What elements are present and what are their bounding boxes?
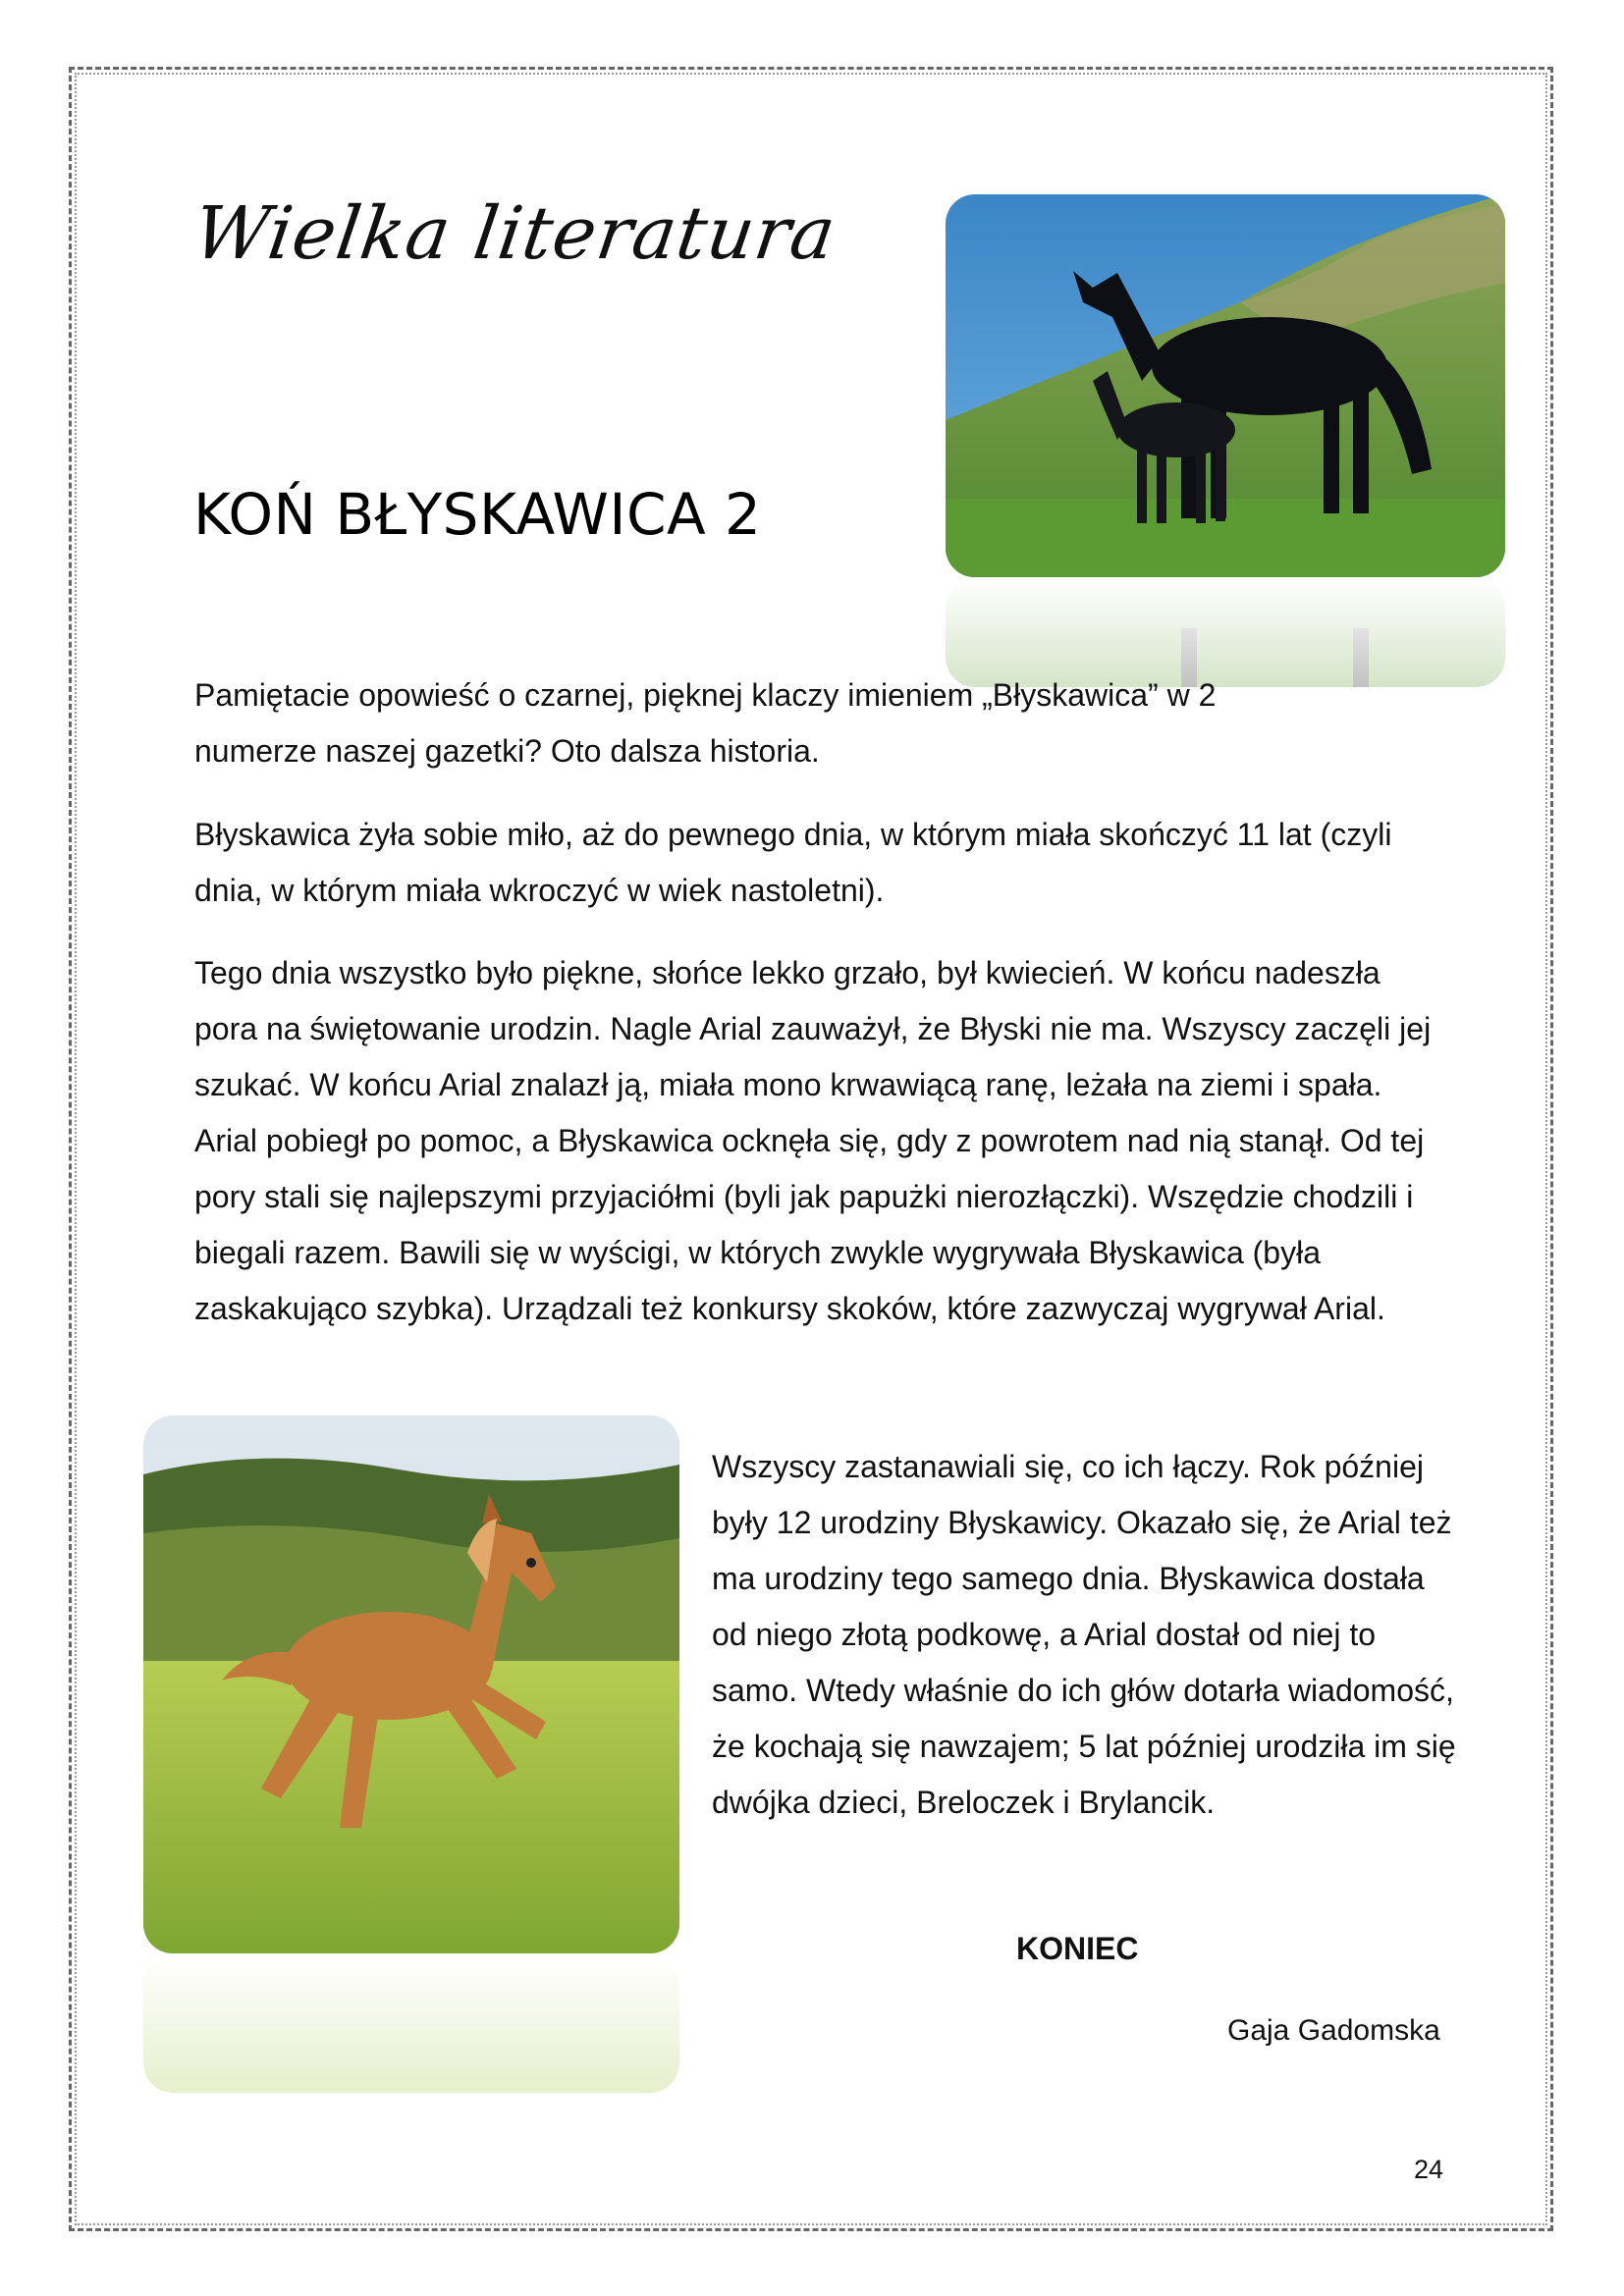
paragraph-ending: Wszyscy zastanawiali się, co ich łączy. Rok później były 12 urodziny Błyskawicy. Okazało się, że Arial też ma urodziny tego samego dnia. Błyskawica dostała od niego złotą podkowę, a Arial dostał od niej to samo. Wtedy właśnie do ich głów dotarła wiadomość, że kochają się nawzajem; 5 lat później urodziła im się dwójka dzieci, Breloczek i Brylancik. — [712, 1449, 1456, 1820]
paragraph-intro: Pamiętacie opowieść o czarnej, pięknej klaczy imieniem „Błyskawica” w 2 numerze naszej gazetki? Oto dalsza historia. — [194, 677, 1217, 769]
paragraph-birthday: Błyskawica żyła sobie miło, aż do pewnego dnia, w którym miała skończyć 11 lat (czyli dnia, w którym miała wkroczyć w wiek nastoletni). — [194, 817, 1392, 908]
page-number: 24 — [1414, 2155, 1444, 2184]
foal-photo — [143, 1415, 679, 1953]
author-name: Gaja Gadomska — [1227, 2014, 1440, 2047]
section-title: Wielka literatura — [188, 191, 841, 276]
foal-illustration — [143, 1415, 679, 1953]
black-horses-photo — [946, 194, 1505, 577]
paragraph-story: Tego dnia wszystko było piękne, słońce lekko grzało, był kwiecień. W końcu nadeszła pora na świętowanie urodzin. Nagle Arial zauważył, że Błyski nie ma. Wszyscy zaczęli jej szukać. W końcu Arial znalazł ją, miała mono krwawiącą ranę, leżała na ziemi i spała. Arial pobiegł po pomoc, a Błyskawica ocknęła się, gdy z powrotem nad nią stanął. Od tej pory stali się najlepszymi przyjaciółmi (byli jak papużki nierozłączki). Wszędzie chodzili i biegali razem. Bawili się w wyścigi, w których zwykle wygrywała Błyskawica (była zaskakująco szybka). Urządzali też konkursy skoków, które zazwyczaj wygrywał Arial. — [194, 955, 1432, 1326]
ending-label: KONIEC — [1016, 1931, 1139, 1966]
black-horses-illustration — [946, 194, 1505, 577]
article-title: KOŃ BŁYSKAWICA 2 — [193, 481, 762, 548]
